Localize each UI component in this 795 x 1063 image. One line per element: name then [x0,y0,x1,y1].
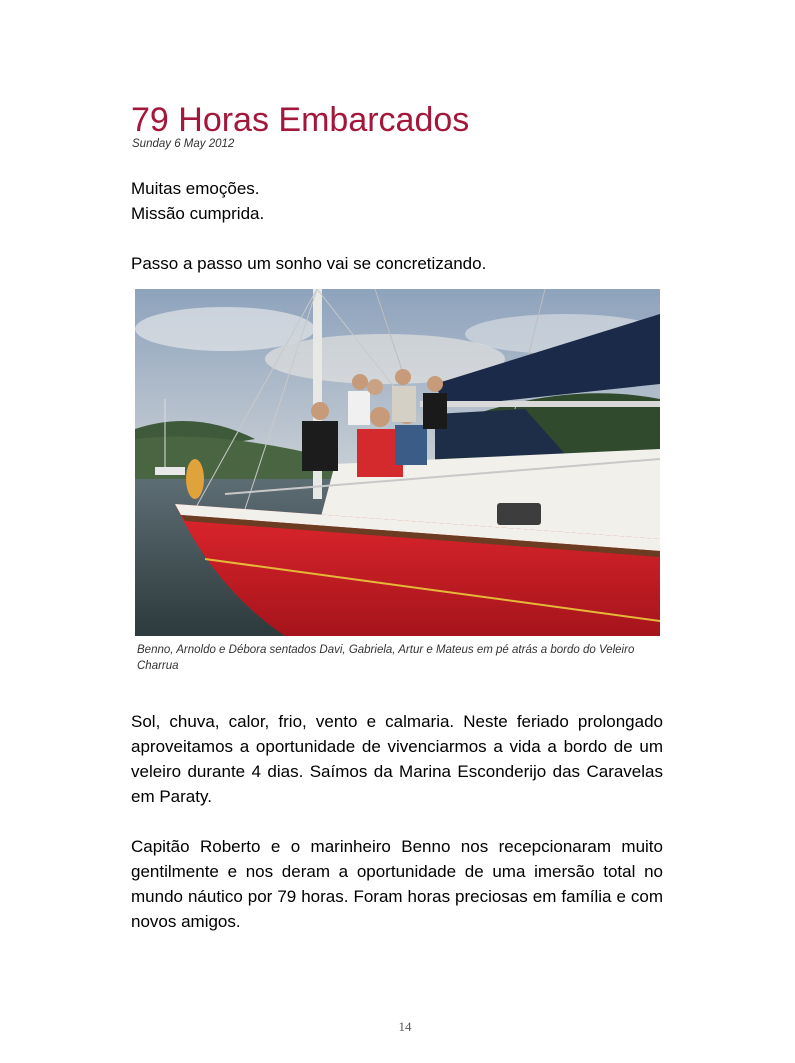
intro-line: Missão cumprida. [131,204,265,223]
sailboat-photo [135,289,660,636]
intro-text [131,176,671,276]
article-body [131,709,663,959]
intro-line: Passo a passo um sonho vai se concretizando. [131,254,487,273]
body-paragraph: Sol, chuva, calor, frio, vento e calmaria. Neste feriado prolongado aproveitamos a oportunidade de vivenciarmos a vida a bordo de um veleiro durante 4 dias. Saímos da Marina Esconderijo das Caravelas em Paraty. [131,712,663,806]
intro-line: Muitas emoções. [131,179,260,198]
article-date: Sunday 6 May 2012 [132,138,235,150]
article-title: 79 Horas Embarcados [131,101,470,139]
body-paragraph: Capitão Roberto e o marinheiro Benno nos recepcionaram muito gentilmente e nos deram a oportunidade de uma imersão total no mundo náutico por 79 horas. Foram horas preciosas em família e com novos amigos. [131,837,663,931]
page-number: 14 [398,1019,412,1034]
photo-caption: Benno, Arnoldo e Débora sentados Davi, Gabriela, Artur e Mateus em pé atrás a bordo do Veleiro Charrua [137,644,635,672]
